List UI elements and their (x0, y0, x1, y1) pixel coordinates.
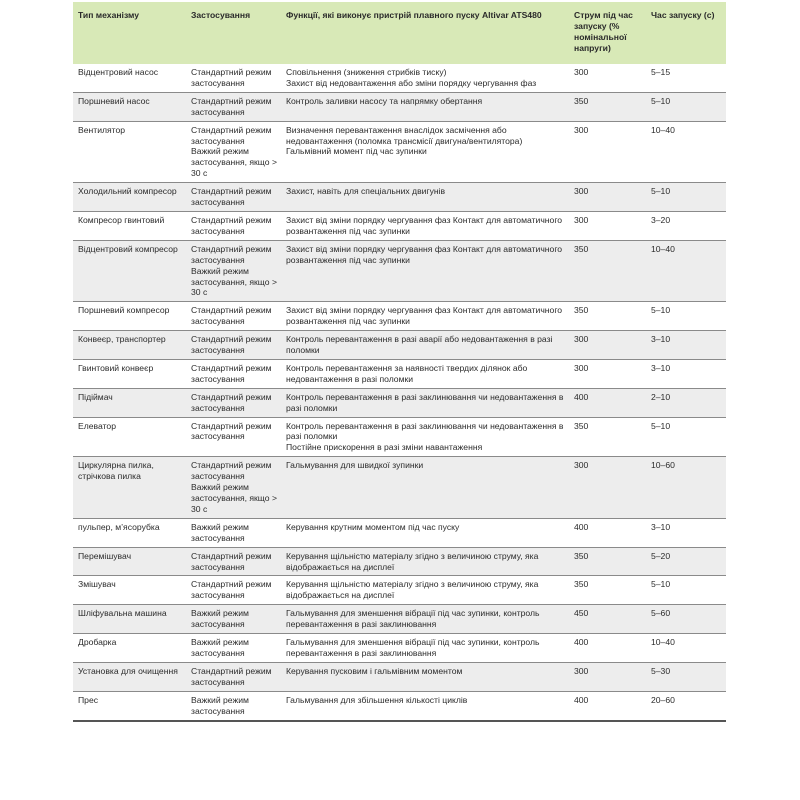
cell-start-current: 450 (574, 608, 589, 619)
applications-table (73, 2, 726, 722)
cell-start-time: 5–15 (651, 67, 671, 77)
cell-application (186, 92, 281, 121)
cell-start-current: 300 (574, 67, 589, 77)
cell-start-current: 300 (574, 186, 589, 197)
cell-mechanism-type: Гвинтовий конвеєр (78, 362, 154, 373)
cell-application-line: Стандартний режим застосування (191, 95, 272, 117)
cell-start-current: 300 (574, 460, 589, 471)
cell-start-current: 350 (574, 243, 589, 254)
cell-functions-line: Захист від недовантаження або зміни порядку чергування фаз (286, 77, 537, 88)
header-start-current: Струм під час запуску (% номінальної напруги) (569, 2, 646, 64)
table-row (73, 211, 726, 240)
cell-application (186, 576, 281, 605)
cell-application (186, 240, 281, 302)
table-row (73, 64, 726, 92)
cell-application-line: Важкий режим застосування (191, 608, 249, 630)
cell-functions-line: Контроль перевантаження в разі заклинювання чи недовантаження в разі поломки (286, 391, 564, 413)
cell-application-line: Стандартний режим застосування (191, 391, 272, 413)
cell-start-time: 5–30 (651, 665, 671, 676)
cell-application-line: Стандартний режим застосування (191, 124, 272, 146)
cell-start-current: 300 (574, 124, 589, 135)
cell-application-line: Важкий режим застосування (191, 694, 249, 716)
cell-application-line: Стандартний режим застосування (191, 334, 272, 356)
cell-functions-line: Гальмування для швидкої зупинки (286, 460, 424, 471)
table-row (73, 183, 726, 212)
cell-mechanism-type: Шліфувальна машина (78, 608, 167, 619)
cell-functions (281, 457, 569, 519)
cell-start-time: 3–10 (651, 521, 671, 532)
cell-functions-line: Гальмування для зменшення вібрації під час зупинки, контроль перевантаження в разі заклинювання (286, 637, 540, 658)
cell-application-line: Важкий режим застосування, якщо > 30 с (191, 265, 277, 298)
cell-start-time: 10–60 (651, 460, 675, 471)
cell-application-line: Стандартний режим застосування (191, 665, 272, 687)
cell-application-line: Важкий режим застосування, якщо > 30 с (191, 482, 277, 514)
cell-functions-line: Керування пусковим і гальмівним моментом (286, 665, 463, 676)
cell-start-current: 350 (574, 95, 589, 106)
cell-start-time: 5–10 (651, 95, 671, 106)
cell-functions (281, 388, 569, 417)
cell-application (186, 121, 281, 183)
cell-application (186, 662, 281, 691)
header-row (73, 2, 726, 64)
cell-mechanism-type: Дробарка (78, 637, 117, 648)
cell-functions-line: Захист від зміни порядку чергування фаз Контакт для автоматичного розвантаження під час зупинки (286, 214, 563, 236)
cell-functions (281, 576, 569, 605)
cell-mechanism-type: Конвеєр, транспортер (78, 334, 166, 345)
cell-application (186, 457, 281, 519)
cell-application (186, 547, 281, 576)
cell-functions-line: Керування щільністю матеріалу згідно з величиною струму, яка відображається на дисплеї (286, 579, 539, 601)
cell-functions (281, 417, 569, 457)
cell-start-time: 10–40 (651, 124, 675, 135)
table-body (73, 64, 726, 721)
cell-application-line: Стандартний режим застосування (191, 186, 272, 208)
cell-functions (281, 331, 569, 360)
cell-mechanism-type: Поршневий насос (78, 95, 150, 106)
table-row (73, 359, 726, 388)
cell-functions-line: Керування крутним моментом під час пуску (286, 521, 460, 532)
cell-application-line: Стандартний режим застосування (191, 243, 272, 265)
cell-start-current: 350 (574, 420, 589, 431)
table-row (73, 331, 726, 360)
table-row (73, 576, 726, 605)
cell-mechanism-type: Холодильний компресор (78, 186, 177, 197)
cell-functions-line: Контроль перевантаження в разі заклинювання чи недовантаження в разі поломки (286, 420, 564, 442)
cell-start-time: 3–10 (651, 362, 671, 373)
cell-start-current: 350 (574, 579, 589, 590)
cell-start-current: 400 (574, 694, 589, 705)
cell-mechanism-type: Компресор гвинтовий (78, 214, 165, 225)
table-row (73, 547, 726, 576)
cell-application-line: Важкий режим застосування (191, 637, 249, 658)
cell-start-time: 5–10 (651, 305, 671, 316)
table-row (73, 634, 726, 663)
cell-functions-line: Сповільнення (зниження стрибків тиску) (286, 67, 447, 77)
cell-start-current: 300 (574, 362, 589, 373)
cell-functions-line: Гальмування для зменшення вібрації під час зупинки, контроль перевантаження в разі заклинювання (286, 608, 540, 630)
cell-mechanism-type: Циркулярна пилка, стрічкова пилка (78, 460, 154, 482)
cell-start-time: 5–20 (651, 550, 671, 561)
cell-application (186, 518, 281, 547)
header-mechanism-type: Тип механізму (73, 2, 186, 64)
cell-functions (281, 662, 569, 691)
cell-application-line: Стандартний режим застосування (191, 214, 272, 236)
table-row (73, 417, 726, 457)
cell-functions-line: Захист від зміни порядку чергування фаз Контакт для автоматичного розвантаження під час зупинки (286, 305, 563, 327)
cell-start-current: 300 (574, 214, 589, 225)
cell-functions (281, 121, 569, 183)
table-row (73, 691, 726, 720)
cell-start-time: 2–10 (651, 391, 671, 402)
cell-mechanism-type: Перемішувач (78, 550, 132, 561)
cell-start-time: 5–60 (651, 608, 671, 619)
cell-functions-line: Контроль заливки насосу та напрямку обертання (286, 95, 483, 106)
cell-application-line: Стандартний режим застосування (191, 420, 272, 442)
table-row (73, 662, 726, 691)
cell-application-line: Стандартний режим застосування (191, 550, 272, 572)
table-header (73, 2, 726, 64)
cell-mechanism-type: Установка для очищення (78, 665, 178, 676)
cell-functions-line: Захист від зміни порядку чергування фаз Контакт для автоматичного розвантаження під час зупинки (286, 243, 563, 265)
cell-functions-line: Контроль перевантаження за наявності твердих ділянок або недовантаження в разі поломки (286, 362, 528, 384)
table-row (73, 388, 726, 417)
cell-functions (281, 547, 569, 576)
cell-functions (281, 183, 569, 212)
cell-mechanism-type: Вентилятор (78, 124, 126, 135)
cell-start-time: 3–20 (651, 214, 671, 225)
cell-functions (281, 605, 569, 634)
cell-application-line: Стандартний режим застосування (191, 579, 272, 601)
cell-start-current: 300 (574, 665, 589, 676)
cell-functions (281, 302, 569, 331)
cell-start-current: 350 (574, 550, 589, 561)
cell-application (186, 359, 281, 388)
cell-functions-line: Гальмівний момент під час зупинки (286, 146, 427, 157)
cell-application (186, 331, 281, 360)
cell-application-line: Важкий режим застосування (191, 521, 249, 543)
cell-mechanism-type: Елеватор (78, 420, 116, 431)
cell-application (186, 183, 281, 212)
cell-start-time: 10–40 (651, 243, 675, 254)
cell-functions-line: Керування щільністю матеріалу згідно з величиною струму, яка відображається на дисплеї (286, 550, 539, 572)
table-row (73, 605, 726, 634)
table-row (73, 121, 726, 183)
cell-application-line: Стандартний режим застосування (191, 305, 272, 327)
cell-application (186, 417, 281, 457)
cell-application (186, 388, 281, 417)
cell-application (186, 634, 281, 663)
cell-functions-line: Постійне прискорення в разі зміни навантаження (286, 442, 483, 453)
cell-mechanism-type: Прес (78, 694, 99, 705)
header-functions: Функції, які виконує пристрій плавного пуску Altivar ATS480 (281, 2, 569, 64)
cell-functions-line: Визначення перевантаження внаслідок засмічення або недовантаження (поломка трансмісії двигуна/вентилятора) (286, 124, 523, 146)
cell-functions (281, 359, 569, 388)
cell-application-line: Стандартний режим застосування (191, 362, 272, 384)
cell-application (186, 605, 281, 634)
cell-functions (281, 64, 569, 92)
cell-application-line: Важкий режим застосування, якщо > 30 с (191, 146, 277, 179)
cell-functions (281, 240, 569, 302)
cell-functions (281, 518, 569, 547)
cell-mechanism-type: Відцентровий компресор (78, 243, 178, 254)
cell-start-time: 5–10 (651, 186, 671, 197)
cell-start-time: 5–10 (651, 420, 671, 431)
cell-start-time: 20–60 (651, 694, 675, 705)
cell-functions (281, 634, 569, 663)
cell-start-current: 350 (574, 305, 589, 316)
table-row (73, 240, 726, 302)
cell-application-line: Стандартний режим застосування (191, 67, 272, 88)
cell-functions (281, 211, 569, 240)
table-row (73, 457, 726, 519)
cell-mechanism-type: пульпер, м’ясорубка (78, 521, 160, 532)
cell-mechanism-type: Змішувач (78, 579, 116, 590)
cell-application (186, 691, 281, 720)
cell-mechanism-type: Поршневий компресор (78, 305, 170, 316)
cell-application-line: Стандартний режим застосування (191, 460, 272, 482)
header-start-time: Час запуску (с) (646, 2, 726, 64)
cell-start-time: 3–10 (651, 334, 671, 345)
cell-functions-line: Контроль перевантаження в разі аварії або недовантаження в разі поломки (286, 334, 553, 356)
cell-mechanism-type: Відцентровий насос (78, 67, 159, 77)
table-row (73, 518, 726, 547)
cell-start-time: 10–40 (651, 637, 675, 648)
table-row (73, 92, 726, 121)
cell-start-current: 400 (574, 391, 589, 402)
cell-start-current: 400 (574, 521, 589, 532)
table-row (73, 302, 726, 331)
cell-functions-line: Захист, навіть для спеціальних двигунів (286, 186, 446, 197)
cell-application (186, 211, 281, 240)
cell-functions-line: Гальмування для збільшення кількості циклів (286, 694, 468, 705)
cell-mechanism-type: Підіймач (78, 391, 113, 402)
cell-start-current: 300 (574, 334, 589, 345)
cell-start-current: 400 (574, 637, 589, 648)
cell-application (186, 64, 281, 92)
cell-functions (281, 92, 569, 121)
cell-functions (281, 691, 569, 720)
cell-application (186, 302, 281, 331)
cell-start-time: 5–10 (651, 579, 671, 590)
header-application: Застосування (186, 2, 281, 64)
